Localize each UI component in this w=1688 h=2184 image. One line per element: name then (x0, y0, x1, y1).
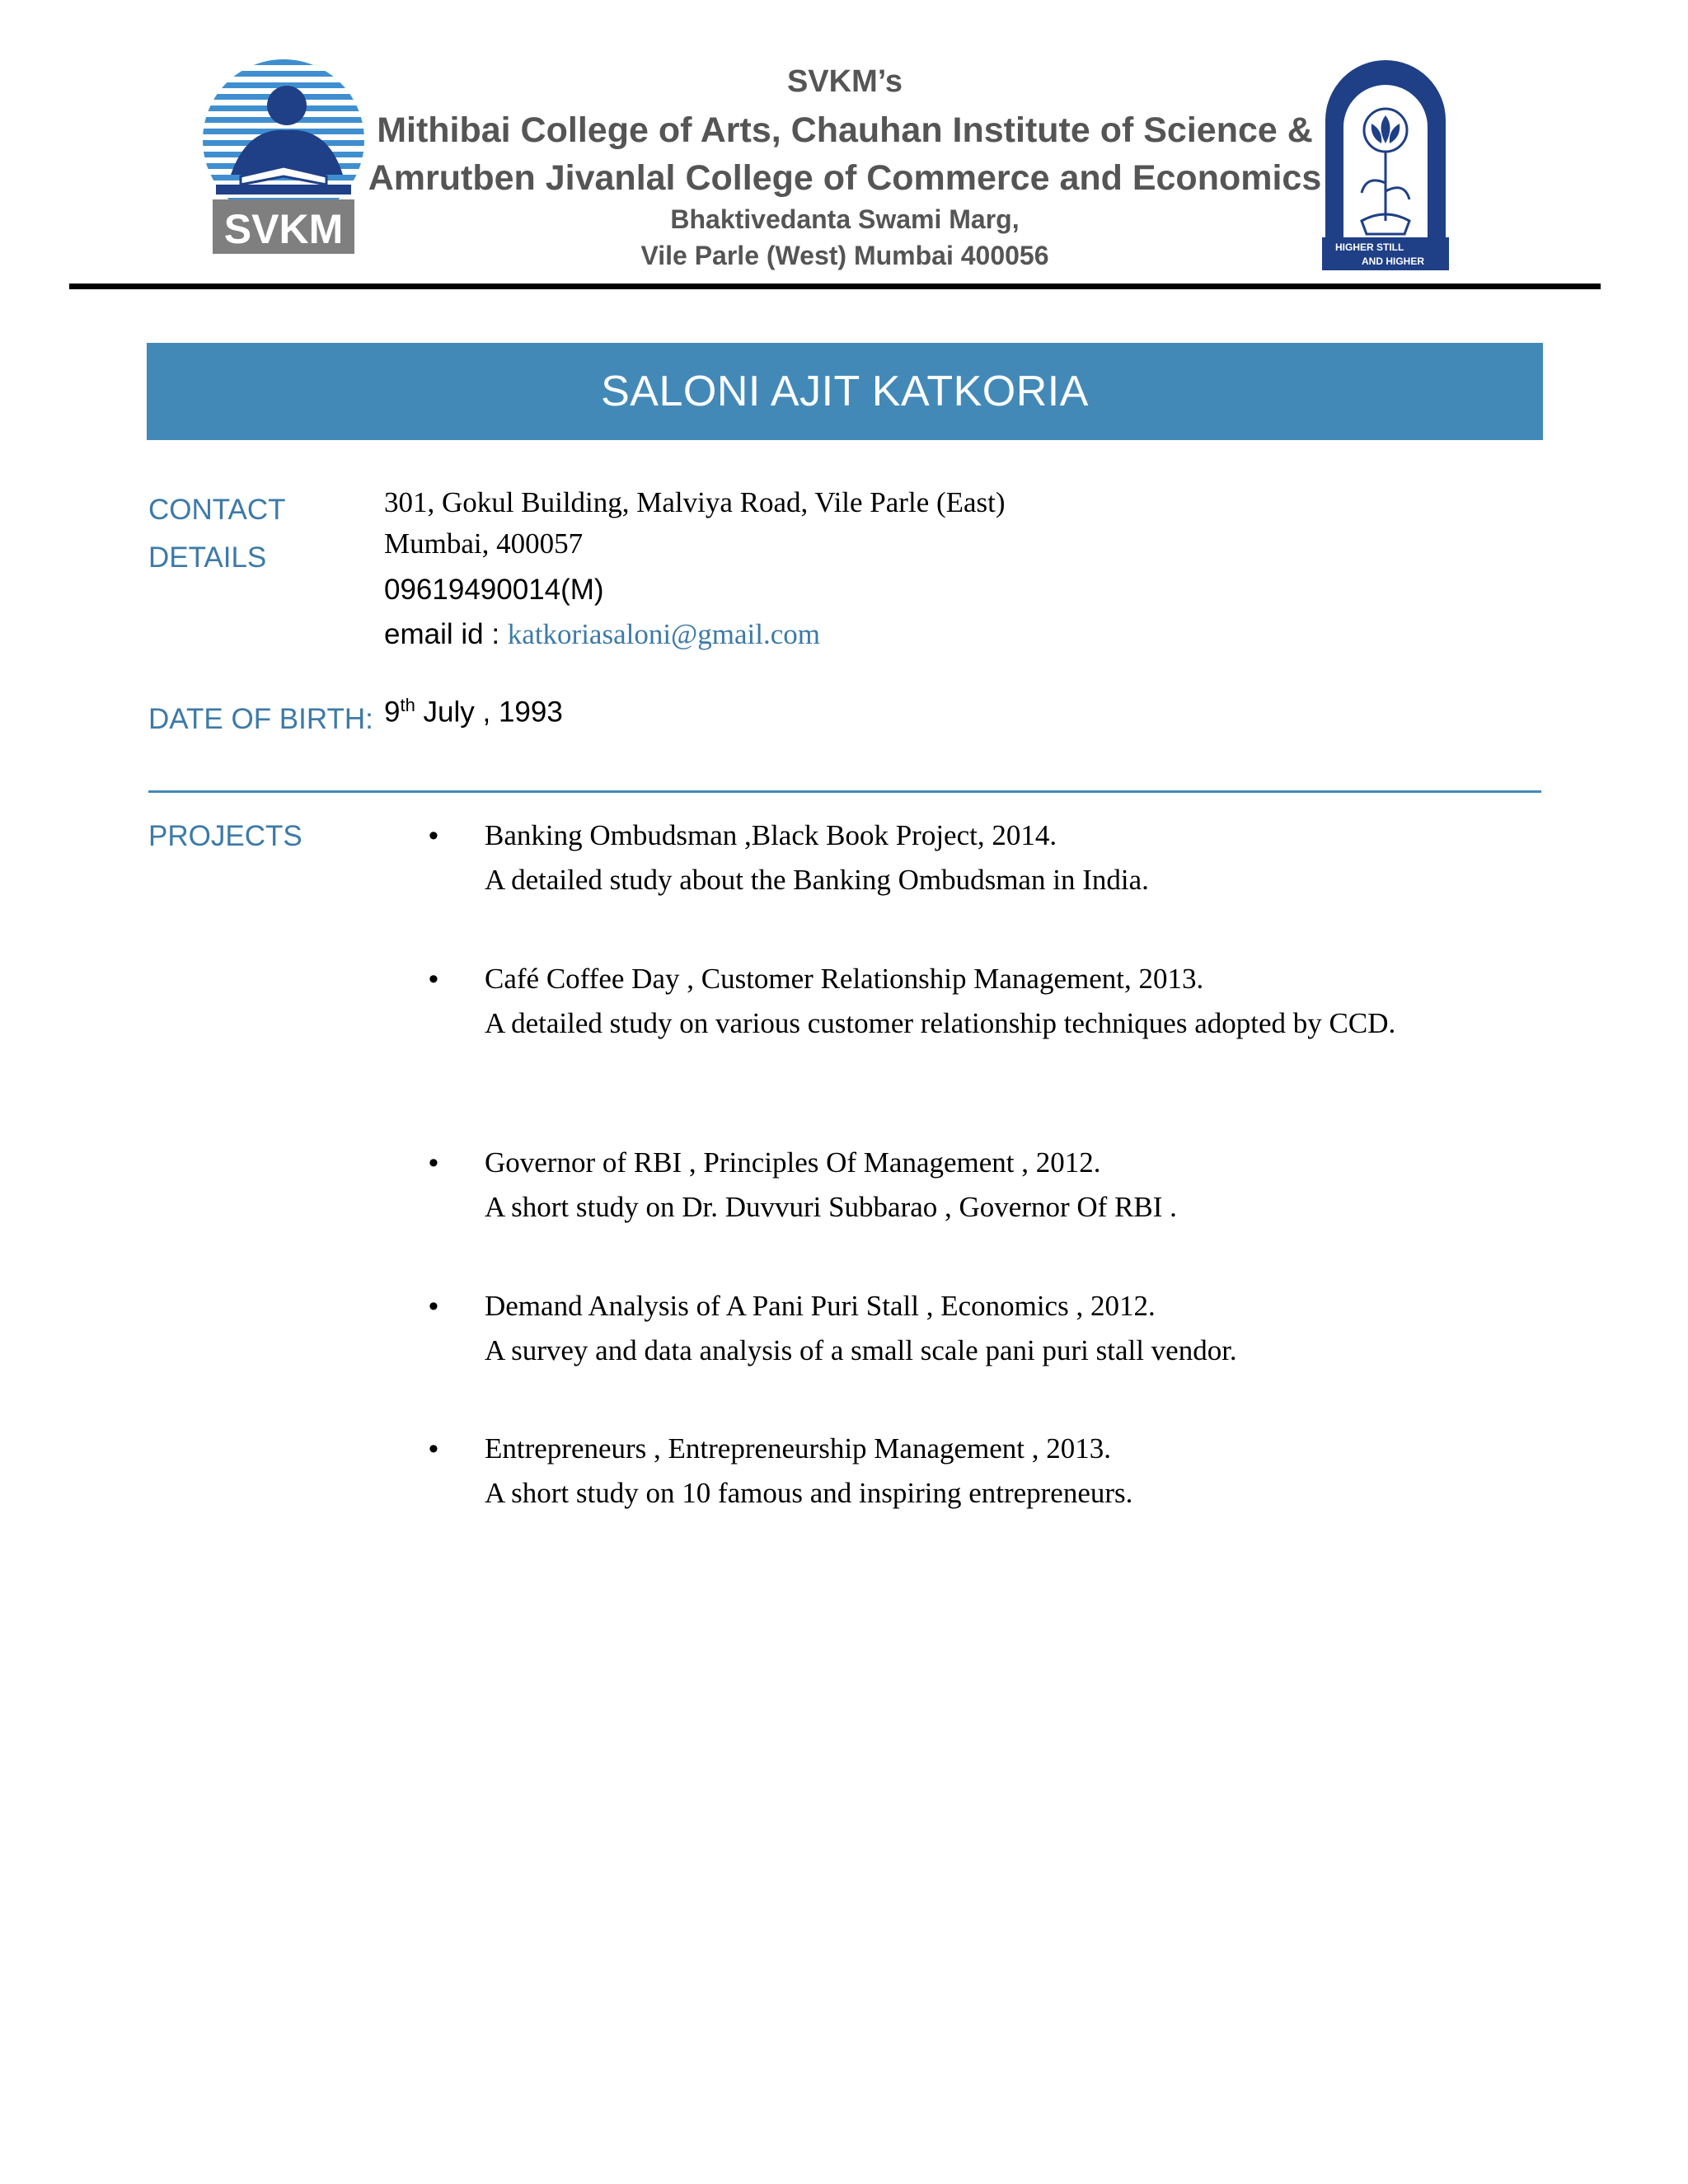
dob-day: 9 (384, 696, 401, 729)
project-title: Governor of RBI , Principles Of Management , 2012. (485, 1146, 1101, 1179)
candidate-name: SALONI AJIT KATKORIA (601, 368, 1089, 415)
project-title: Banking Ombudsman ,Black Book Project, 2014. (485, 819, 1057, 851)
svkm-logo (198, 51, 369, 255)
contact-phone: 09619490014(M) (384, 574, 604, 606)
contact-label-line2: DETAILS (148, 541, 267, 574)
contact-email-row (384, 613, 820, 656)
dob-value (384, 684, 563, 734)
projects-label: PROJECTS (148, 820, 302, 852)
project-desc: A detailed study about the Banking Ombudsman in India. (485, 864, 1149, 896)
contact-address-line2: Mumbai, 400057 (384, 527, 584, 560)
email-link[interactable]: katkoriasaloni@gmail.com (507, 618, 821, 650)
project-desc: A survey and data analysis of a small scale pani puri stall vendor. (485, 1334, 1237, 1366)
project-desc: A detailed study on various customer relationship techniques adopted by CCD. (485, 1007, 1396, 1039)
contact-address-line1: 301, Gokul Building, Malviya Road, Vile Parle (East) (384, 486, 1006, 518)
project-desc: A short study on Dr. Duvvuri Subbarao , Governor Of RBI . (485, 1191, 1177, 1223)
bullet-icon: • (429, 1433, 438, 1465)
dob-suffix: th (400, 695, 415, 715)
svkm-logo-text: SVKM (223, 206, 344, 252)
email-label: email id : (384, 618, 508, 650)
project-title: Entrepreneurs , Entrepreneurship Management , 2013. (485, 1432, 1112, 1465)
bullet-icon: • (429, 820, 438, 851)
project-title: Café Coffee Day , Customer Relationship Management, 2013. (485, 963, 1204, 995)
project-title: Demand Analysis of A Pani Puri Stall , Economics , 2012. (485, 1290, 1156, 1322)
college-name-line2: Amrutben Jivanlal College of Commerce and Economics (368, 158, 1322, 198)
project-desc: A short study on 10 famous and inspiring entrepreneurs. (485, 1477, 1133, 1509)
svg-text:AND HIGHER: AND HIGHER (1362, 255, 1425, 267)
dob-label: DATE OF BIRTH: (148, 703, 373, 735)
contact-label-line1: CONTACT (148, 494, 286, 526)
contact-label (148, 486, 286, 582)
bullet-icon: • (429, 1291, 438, 1322)
dob-rest: July , 1993 (415, 696, 563, 729)
bullet-icon: • (429, 1147, 438, 1179)
college-name-line1: Mithibai College of Arts, Chauhan Institute of Science & (377, 110, 1313, 150)
org-name: SVKM’s (786, 64, 903, 99)
name-banner (147, 343, 1543, 440)
header-divider (69, 284, 1601, 289)
college-address-line2: Vile Parle (West) Mumbai 400056 (640, 241, 1049, 270)
college-crest-logo (1319, 51, 1452, 274)
college-address-line1: Bhaktivedanta Swami Marg, (670, 204, 1020, 234)
svg-text:HIGHER STILL: HIGHER STILL (1335, 241, 1404, 253)
section-divider (148, 790, 1541, 793)
bullet-icon: • (429, 963, 438, 995)
